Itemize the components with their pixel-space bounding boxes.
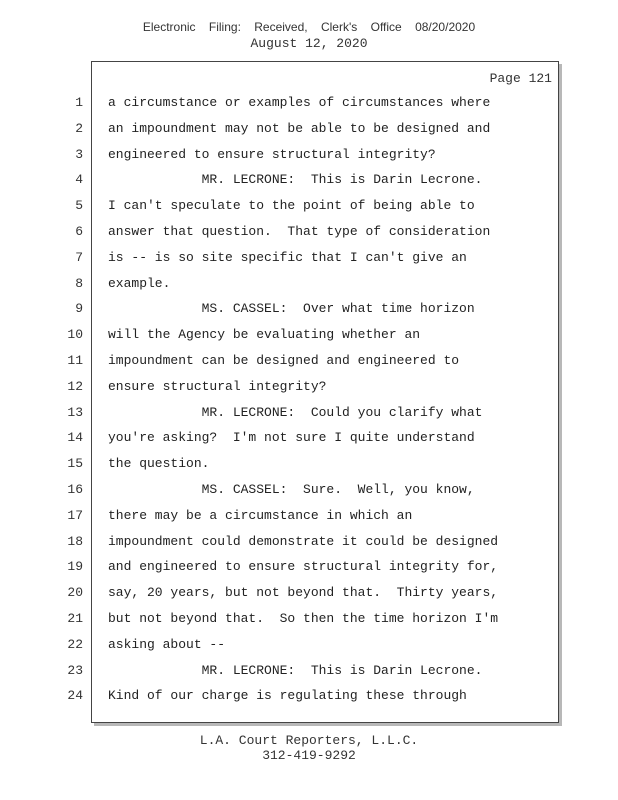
filing-stamp [0, 20, 618, 34]
line-number: 23 [67, 662, 83, 678]
line-text: you're asking? I'm not sure I quite understand [108, 430, 475, 446]
line-text: the question. [108, 456, 210, 472]
line-number: 18 [67, 533, 83, 549]
transcript-line [75, 146, 558, 173]
hearing-date: August 12, 2020 [250, 36, 368, 51]
transcript-line [67, 559, 558, 585]
line-text: engineered to ensure structural integrity? [108, 146, 436, 162]
reporter-phone: 312-419-9292 [262, 748, 356, 763]
transcript-line [75, 224, 558, 250]
line-text: and engineered to ensure structural integrity for, [108, 559, 499, 575]
filing-stamp-word: Electronic [142, 20, 196, 34]
transcript-line [67, 378, 558, 405]
transcript-line [67, 507, 558, 534]
line-text: a circumstance or examples of circumstances where [108, 95, 491, 110]
line-number: 19 [67, 559, 83, 575]
line-text: is -- is so site specific that I can't give an [108, 249, 467, 265]
transcript-line [67, 327, 558, 353]
transcript-line [75, 275, 558, 302]
line-text: asking about -- [108, 636, 226, 652]
line-text: MR. LECRONE: This is Darin Lecrone. [108, 172, 483, 188]
transcript-line [67, 585, 558, 611]
line-number: 13 [67, 404, 83, 420]
line-text: example. [108, 275, 171, 291]
line-number: 12 [67, 378, 83, 394]
transcript-page [67, 61, 559, 723]
transcript-line [67, 353, 558, 379]
transcript-line [75, 301, 558, 327]
line-text: MR. LECRONE: This is Darin Lecrone. [108, 662, 483, 678]
filing-stamp-word: Clerk's [320, 20, 358, 34]
filing-stamp-word: Filing: [208, 20, 241, 34]
line-number: 6 [75, 224, 83, 239]
transcript-line [67, 688, 558, 714]
transcript-line [75, 120, 558, 147]
line-text: will the Agency be evaluating whether an [108, 327, 421, 343]
line-text: there may be a circumstance in which an [108, 507, 413, 523]
transcript-line [67, 404, 558, 431]
transcript-line [67, 430, 558, 456]
line-number: 21 [67, 611, 83, 626]
line-text: an impoundment may not be able to be designed and [108, 120, 491, 136]
line-text: MS. CASSEL: Over what time horizon [108, 301, 475, 317]
line-number: 2 [75, 120, 83, 136]
line-number: 1 [75, 95, 83, 110]
line-number: 3 [75, 146, 83, 162]
line-number: 24 [67, 688, 83, 704]
page-number: Page 121 [489, 71, 552, 86]
transcript-line [67, 482, 558, 508]
footer [0, 733, 618, 763]
line-text: answer that question. That type of consideration [108, 224, 491, 239]
line-number: 8 [75, 275, 83, 291]
line-number: 15 [67, 456, 83, 472]
line-number: 14 [67, 430, 83, 446]
transcript-line [75, 198, 558, 224]
line-number: 22 [67, 636, 83, 652]
line-text: ensure structural integrity? [108, 378, 327, 394]
reporter-company: L.A. Court Reporters, L.L.C. [199, 733, 419, 748]
line-number: 10 [67, 327, 83, 343]
line-number: 4 [75, 172, 83, 188]
line-text: but not beyond that. So then the time horizon I'm [108, 611, 499, 626]
line-text: MR. LECRONE: Could you clarify what [108, 404, 483, 420]
transcript-line [67, 662, 558, 689]
transcript-line [75, 172, 558, 198]
filing-stamp-word: Office [370, 20, 402, 34]
line-text: say, 20 years, but not beyond that. Thirty years, [108, 585, 499, 601]
line-text: I can't speculate to the point of being able to [108, 198, 475, 214]
line-number: 20 [67, 585, 83, 601]
line-number: 9 [75, 301, 83, 317]
line-text: impoundment can be designed and engineered to [108, 353, 460, 368]
line-number: 11 [67, 353, 83, 368]
line-text: impoundment could demonstrate it could be designed [108, 533, 499, 549]
transcript-line [67, 456, 558, 482]
filing-stamp-date: 08/20/2020 [415, 20, 476, 34]
line-number: 16 [67, 482, 83, 497]
line-number: 17 [67, 507, 83, 523]
line-text: Kind of our charge is regulating these through [108, 688, 467, 704]
transcript-line [67, 636, 558, 663]
line-number: 7 [75, 249, 83, 265]
transcript-line [75, 249, 558, 276]
transcript-line [75, 95, 558, 121]
line-text: MS. CASSEL: Sure. Well, you know, [108, 482, 475, 497]
line-number: 5 [75, 198, 83, 214]
transcript-line [67, 533, 558, 560]
transcript-line [67, 611, 558, 637]
filing-stamp-word: Received, [254, 20, 308, 34]
